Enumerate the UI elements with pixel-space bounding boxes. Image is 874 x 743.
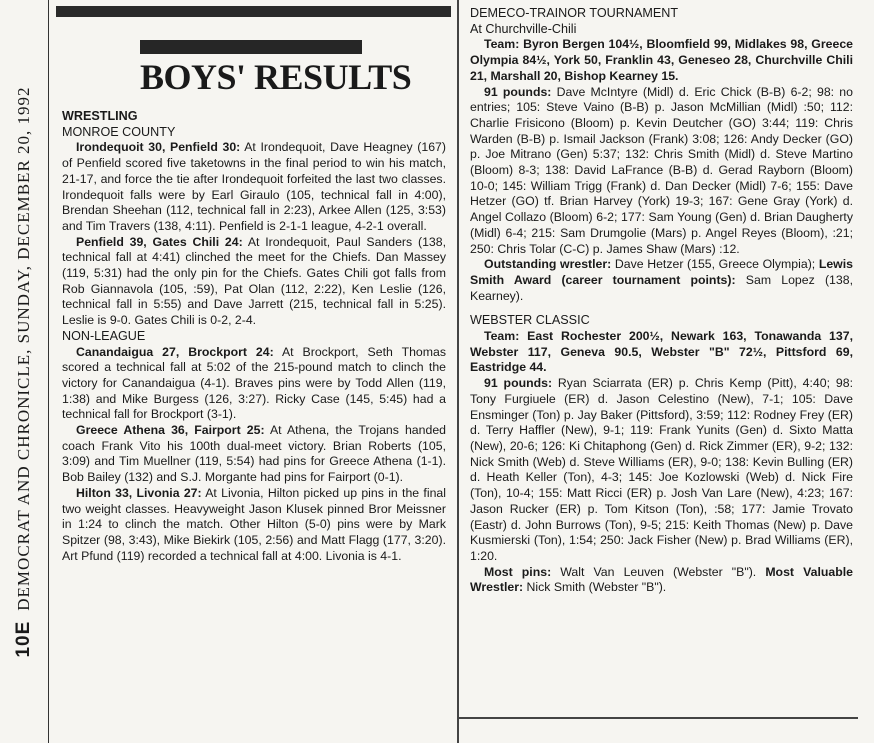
page-dateline	[13, 86, 35, 657]
result-body: Dave McIntyre (Midl) d. Eric Chick (B-B) 6-2; 98: no entries; 105: Steve Vaino (B-B) p. Jason McMillian (Midl) :50; 112: Charlie Frisicono (Bloom) p. Kevin Deutcher (GO) 3:44; 119: Chris Warden (B-B) p. Ismail Jackson (Frank) 3:08; 126: Andy Decker (GO) p. Joe Mitrano (Gen) 5:37; 132: Chris Smith (Midl) d. Steve Martino (Bloom) 8-3; 138: David LaFrance (B-B) d. Gerad Rayborn (Bloom) 10-0; 145: William Trigg (Frank) d. Dan Decker (Midl) 7-6; 155: Dave Hetzer (GO) tf. Brian Harvey (York) 19-3; 167: Gene Gray (York) d. Angel Collazo (Bloom) 6-2; 177: Sam Young (Gen) d. Brian Daugherty (Midl) 6-4; 215: Sam Drumgolie (Mars) p. Angel Reyes (Bloom), :21; 250: Chris Tolar (C-C) p. James Shaw (Mars) :12.	[470, 84, 853, 256]
team-scores: Team: East Rochester 200½, Newark 163, Tonawanda 137, Webster 117, Geneva 90.5, Webster "B" 72½, Pittsford 69, Eastridge 44.	[470, 329, 853, 375]
dateline-text: DEMOCRAT AND CHRONICLE, SUNDAY, DECEMBER 20, 1992	[14, 86, 33, 611]
bottom-rule	[458, 717, 858, 719]
result-paragraph	[62, 345, 446, 424]
tournament-title: WEBSTER CLASSIC	[470, 313, 590, 328]
result-body: Ryan Sciarrata (ER) p. Chris Kemp (Pitt), 4:40; 98: Tony Furgiuele (ER) d. Jason Celestino (New), 7-1; 105: Dave Ensminger (Ton) p. Jay Baker (Pittsford), 3:59; 112: Rodney Frey (ER) d. Terry Haffler (New), 9-1; 119: Frank Yunits (Gen) d. Sixto Matta (New), 20-6; 126: Ki Chitaphong (Gen) d. Rick Zimmer (ER), 9-2; 132: Nick Smith (Web) d. Steve Williams (ER), 9-0; 138: Kevin Bulling (ER) d. Heath Keller (Ton), 4-3; 145: Joe Kozlowski (Web) d. Nick Fire (Ton), 10-4; 155: Matt Ricci (ER) p. Josh Van Lare (New), 4:23; 167: Jason Rucker (ER) p. Tom Kitson (Ton), :58; 177: Jamie Trovato (Eastr) d. John Burrows (Ton), 9-5; 215: Keith Thomas (New) p. Dave Kusmierski (Ton), 1:54; 250: Jack Fisher (New) p. Brad Williams (ER), 1:20.	[470, 376, 853, 563]
result-body: At Athena, the Trojans handed coach Frank Vito his 100th dual-meet victory. Brian Roberts (105, 3:09) and Tim Muellner (119, 5:54) had pins for Greece Athena (1-1). Bob Bailey (132) and S.J. Morgante had pins for Fairport (0-1).	[62, 423, 447, 485]
award-winner: Nick Smith (Webster "B").	[523, 580, 667, 595]
result-lead: Canandaigua 27, Brockport 24:	[76, 344, 274, 359]
awards	[470, 257, 853, 304]
result-lead: 91 pounds:	[484, 84, 552, 99]
subsection-heading: NON-LEAGUE	[62, 328, 146, 343]
result-lead: 91 pounds:	[484, 376, 553, 391]
result-paragraph	[62, 140, 446, 234]
result-paragraph	[62, 423, 446, 486]
result-body: At Brockport, Seth Thomas scored a technical fall at 5:02 of the 215-pound match to clinch the victory for Canandaigua (4-1). Braves pins were by Todd Allen (119, 1:38) and Mike Burgess (126, 3:27). Ricky Case (145, 5:45) had a technical fall for Brockport (3-1).	[62, 344, 446, 422]
weight-results	[470, 376, 853, 564]
award-label: Outstanding wrestler:	[484, 257, 612, 272]
result-body: At Irondequoit, Dave Heagney (167) of Penfield scored five taketowns in the final period to win his match, 21-17, and force the tie after Irondequoit forfeited the last two classes. Irondequoit falls were by Earl Giraulo (105, technical fall in 4:00), Brendan Sheehan (112, technical fall in 2:23), Arkee Allen (125, 3:53) and Tim Travers (138, 4:11). Penfield is 2-1-1 league, 4-2-1 overall.	[62, 140, 446, 233]
headline-bar	[140, 40, 362, 54]
result-lead: Hilton 33, Livonia 27:	[76, 485, 202, 500]
right-column	[470, 6, 853, 596]
page-number: 10E	[13, 620, 34, 658]
section-heading: WRESTLING	[62, 109, 138, 123]
column-divider	[457, 0, 459, 743]
subsection-heading: MONROE COUNTY	[62, 124, 176, 139]
page-spine	[0, 0, 49, 743]
result-lead: Greece Athena 36, Fairport 25:	[76, 423, 265, 438]
awards	[470, 565, 853, 596]
left-column	[62, 109, 446, 564]
award-label: Lewis Smith Award (career tournament points):	[470, 257, 853, 287]
award-winner: Sam Lopez (138, Kearney).	[470, 272, 853, 303]
result-body: At Irondequoit, Paul Sanders (138, technical fall at 4:41) clinched the meet for the Chiefs. Dan Massey (119, 5:31) had the only pin for the Chiefs. Gates Chili got falls from Rob Giannavola (105, :59), Pat Olan (112, 2:22), Ken Leslie (126, technical fall in 5:55) and Dave Jarrett (215, technical fall in 5:25). Leslie is 9-0. Gates Chili is 0-2, 2-4.	[62, 234, 446, 328]
result-paragraph	[62, 486, 446, 565]
result-paragraph	[62, 235, 446, 329]
award-winner: Walt Van Leuven (Webster "B").	[551, 564, 766, 579]
top-rule	[56, 6, 451, 17]
weight-results	[470, 85, 853, 258]
result-body: At Livonia, Hilton picked up pins in the final two weight classes. Heavyweight Jason Klusek pinned Bror Meissner in 1:24 to clinch the match. Other Hilton (5-0) pins were by Mark Spitzer (98, 3:43), Mike Biekirk (105, 2:56) and Matt Flagg (177, 3:20). Art Pfund (119) recorded a technical fall at 4:00. Livonia is 4-1.	[62, 485, 446, 563]
tournament-site: At Churchville-Chili	[470, 21, 577, 36]
team-scores: Team: Byron Bergen 104½, Bloomfield 99, Midlakes 98, Greece Olympia 84½, York 50, Franklin 43, Geneseo 28, Churchville Chili 21, Marshall 20, Bishop Kearney 15.	[470, 37, 853, 83]
award-winner: Dave Hetzer (155, Greece Olympia);	[611, 257, 819, 272]
headline: BOYS' RESULTS	[140, 57, 412, 97]
award-label: Most pins:	[484, 564, 552, 579]
award-label: Most Valuable Wrestler:	[470, 564, 853, 595]
result-lead: Penfield 39, Gates Chili 24:	[76, 234, 243, 249]
result-lead: Irondequoit 30, Penfield 30:	[76, 140, 241, 155]
tournament-title: DEMECO-TRAINOR TOURNAMENT	[470, 6, 679, 20]
